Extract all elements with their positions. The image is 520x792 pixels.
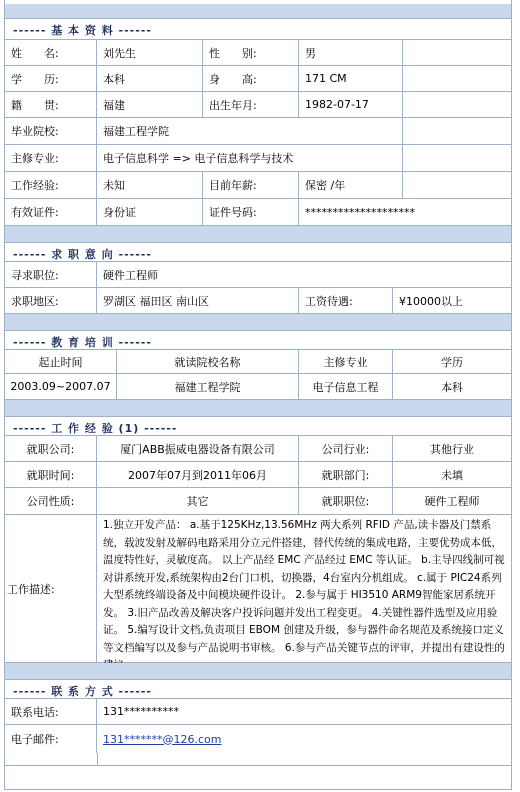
birth-value: 1982-07-17: [299, 92, 403, 117]
work-section-title: [5, 416, 511, 436]
idno-value: ********************: [305, 205, 415, 219]
edu-col-major: 主修专业: [299, 350, 393, 373]
gender-value: 男: [299, 40, 403, 65]
name-label: 姓 名:: [5, 40, 97, 65]
work-title-text: ------ 工 作 经 验 (1) ------: [13, 422, 178, 435]
edu-col-school: 就读院校名称: [117, 350, 299, 373]
basic-row-native: [5, 92, 511, 118]
exp-value: 未知: [97, 172, 203, 198]
desc-value: 1.独立开发产品： a.基于125KHz,13.56MHz 两大系列 RFID 产品,读卡器及门禁系统，载波发射及解码电路采用分立元件搭建，替代传统的集成电路，主要优势成本低，温度特性好，灵敏度高。 以上产品经 EMC 产品经过 EMC 等认证。 b.主导四线制可视对讲系统开发,系统架构由2台门口机，切换器，4台室内分机组成。 c.属于 PIC24系列大型系统终端设备及中间模块硬件设计。 2.参与属于 HI3510 ARM9智能家居系统开发。 3.旧产品改善及解决客户投诉问题并发出工程变更。 4.关键性器件选型及应用验证。 5.编写设计文档,负责项目 EBOM 创建及升级，参与器件命名规范及系统接口定义等文档编写以及参与产品说明书审核。 6.参与产品关键节点的评审，并提出有建设性的: [103, 519, 505, 654]
salary-value: 保密 /年: [299, 172, 403, 198]
school-value: 福建工程学院: [97, 118, 403, 144]
contact-row-email: [5, 725, 511, 753]
basic-section-title: [5, 18, 511, 40]
email-link[interactable]: 131*******@126.com: [103, 732, 222, 746]
basic-row-edu: [5, 66, 511, 92]
height-value: 171 CM: [299, 66, 403, 91]
phone-label: 联系电话:: [5, 699, 97, 724]
work-row-nature: [5, 488, 511, 515]
gender-label: 性 别:: [203, 40, 299, 65]
native-value: 福建: [97, 92, 203, 117]
edu-label: 学 历:: [5, 66, 97, 91]
idno-label: 证件号码:: [203, 199, 299, 225]
birth-label: 出生年月:: [203, 92, 299, 117]
major-label: 主修专业:: [5, 145, 97, 171]
band-4: [5, 400, 511, 416]
salary-label: 目前年薪:: [203, 172, 299, 198]
edu-major: 电子信息工程: [299, 374, 393, 399]
edu-value: 本科: [97, 66, 203, 91]
height-label: 身 高:: [203, 66, 299, 91]
photo-area-divider: [403, 40, 404, 199]
bottom-rule: [5, 765, 511, 766]
work-row-company: [5, 436, 511, 462]
dept-value: 未填: [441, 468, 463, 482]
industry-value: 其他行业: [430, 442, 474, 456]
edu-header-row: [5, 350, 511, 374]
edu-col-time: 起止时间: [5, 350, 117, 373]
edu-title-text: ------ 教 育 培 训 ------: [13, 336, 152, 349]
work-row-time: [5, 462, 511, 488]
nature-value: 其它: [97, 488, 299, 514]
resume-page: [4, 0, 512, 790]
basic-row-name: [5, 40, 511, 66]
job-salary-label: 工资待遇:: [299, 288, 393, 313]
band-5: [5, 663, 511, 679]
company-value: 厦门ABB振威电器设备有限公司: [97, 436, 299, 461]
job-title-text: ------ 求 职 意 向 ------: [13, 248, 152, 261]
edu-col-degree: 学历: [441, 355, 463, 369]
email-link-cell: [97, 725, 511, 753]
position-value: 硬件工程师: [103, 268, 158, 282]
phone-value: 131**********: [103, 705, 179, 718]
edu-row: [5, 374, 511, 400]
dept-label: 就职部门:: [299, 462, 393, 487]
school-label: 毕业院校:: [5, 118, 97, 144]
area-value: 罗湖区 福田区 南山区: [97, 288, 299, 313]
contact-row-phone: [5, 699, 511, 725]
desc-label: 工作描述:: [5, 515, 97, 662]
basic-row-major: [5, 145, 511, 172]
post-label: 就职职位:: [299, 488, 393, 514]
area-label: 求职地区:: [5, 288, 97, 313]
native-label: 籍 贯:: [5, 92, 97, 117]
name-value: 刘先生: [97, 40, 203, 65]
contact-title-text: ------ 联 系 方 式 ------: [13, 685, 152, 698]
basic-row-school: [5, 118, 511, 145]
band-2: [5, 226, 511, 242]
work-row-desc: [5, 515, 511, 663]
email-cell-divider: [97, 753, 98, 765]
edu-time: 2003.09~2007.07: [5, 374, 117, 399]
job-salary-value: ¥10000以上: [399, 294, 463, 308]
position-label: 寻求职位:: [5, 262, 97, 287]
edu-school: 福建工程学院: [117, 374, 299, 399]
job-row-position: [5, 262, 511, 288]
basic-row-id: [5, 199, 511, 226]
exp-label: 工作经验:: [5, 172, 97, 198]
email-label: 电子邮件:: [5, 725, 97, 753]
industry-label: 公司行业:: [299, 436, 393, 461]
job-section-title: [5, 242, 511, 262]
worktime-value: 2007年07月到2011年06月: [97, 462, 299, 487]
idtype-label: 有效证件:: [5, 199, 97, 225]
basic-row-exp: [5, 172, 511, 199]
edu-degree: 本科: [441, 380, 463, 394]
idtype-value: 身份证: [97, 199, 203, 225]
worktime-label: 就职时间:: [5, 462, 97, 487]
major-value: 电子信息科学 => 电子信息科学与技术: [97, 145, 403, 171]
top-band: [5, 4, 511, 18]
job-row-area: [5, 288, 511, 314]
basic-title-text: ------ 基 本 资 料 ------: [13, 24, 152, 37]
edu-section-title: [5, 330, 511, 350]
nature-label: 公司性质:: [5, 488, 97, 514]
post-value: 硬件工程师: [424, 495, 480, 508]
contact-section-title: [5, 679, 511, 699]
band-3: [5, 314, 511, 330]
company-label: 就职公司:: [5, 436, 97, 461]
